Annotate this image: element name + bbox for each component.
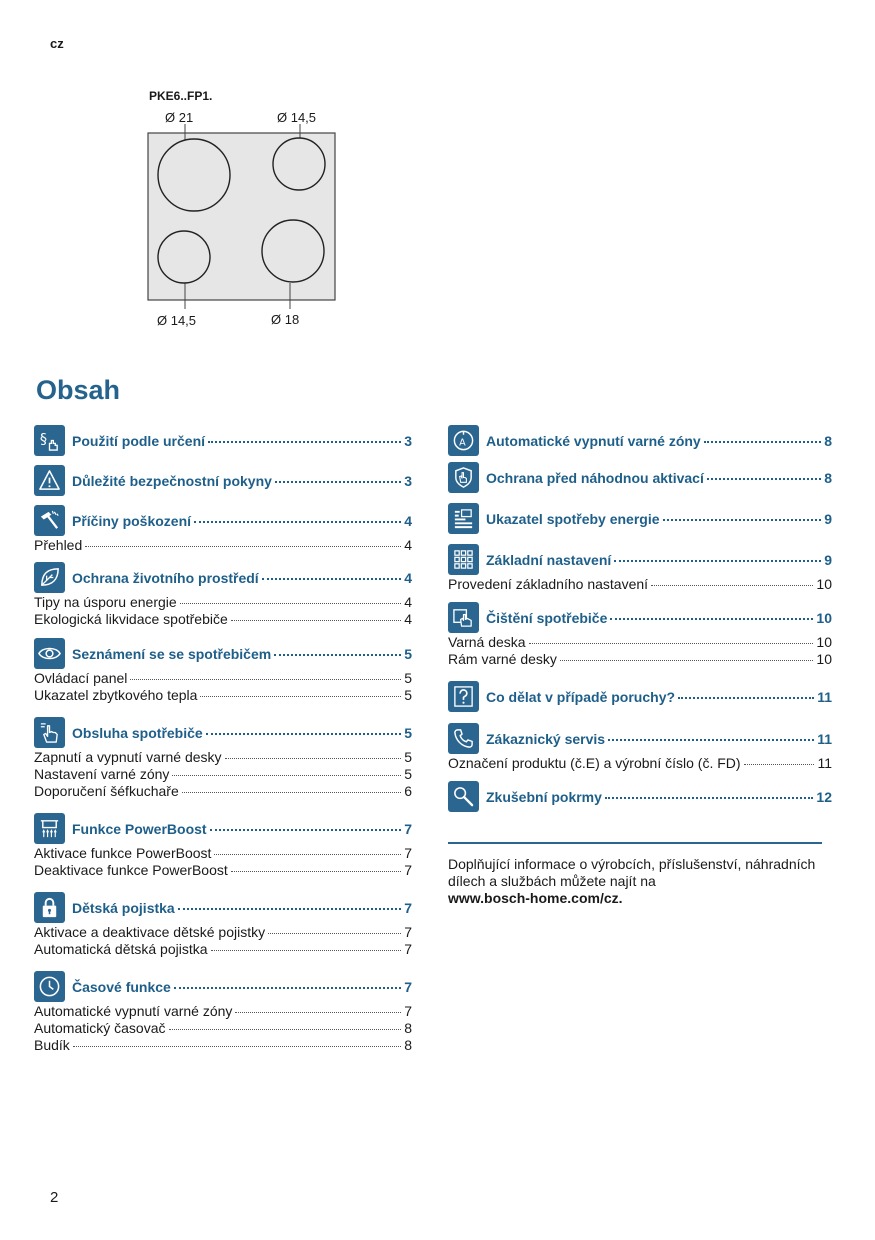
dot-leader <box>663 519 822 521</box>
dot-leader <box>262 578 402 580</box>
toc-section-title: Automatické vypnutí varné zóny <box>486 432 701 449</box>
toc-section-title-row <box>486 789 832 805</box>
toc-entry-label: Označení produktu (č.E) a výrobní číslo (č. FD) <box>448 755 741 771</box>
toc-entry[interactable] <box>34 766 412 783</box>
toc-section-heading[interactable] <box>34 812 412 845</box>
toc-section-heading[interactable] <box>448 461 832 494</box>
dot-leader <box>73 1046 401 1047</box>
child-lock-icon-graphic <box>38 896 61 919</box>
toc-section-heading[interactable] <box>448 502 832 535</box>
dot-leader <box>707 478 821 480</box>
toc-section-page: 10 <box>816 609 832 626</box>
toc-section-title-row <box>72 900 412 916</box>
toc-section-page: 9 <box>824 510 832 527</box>
toc-section-title-row <box>486 610 832 626</box>
dot-leader <box>180 603 402 604</box>
dot-leader <box>275 481 401 483</box>
dot-leader <box>605 797 814 799</box>
toc-section-title-row <box>486 433 832 449</box>
toc-section-title: Zkušební pokrmy <box>486 788 602 805</box>
toc-section-title: Co dělat v případě poruchy? <box>486 688 676 705</box>
toc-section-page: 3 <box>404 472 412 489</box>
toc-section-title: Funkce PowerBoost <box>72 820 207 837</box>
toc-section-title: Ukazatel spotřeby energie <box>486 510 660 527</box>
toc-section <box>34 504 412 554</box>
svg-text:A: A <box>459 437 466 449</box>
toc-entry-page: 5 <box>404 670 412 686</box>
toc-section-page: 5 <box>404 645 412 662</box>
toc-section <box>448 502 832 535</box>
toc-section-title: Obsluha spotřebiče <box>72 724 203 741</box>
model-label: PKE6..FP1. <box>149 89 213 103</box>
dot-leader <box>200 696 401 697</box>
info-note-text: Doplňující informace o výrobcích, příslušenství, náhradních dílech a službách můžete najít na <box>448 856 816 889</box>
toc-section-heading[interactable] <box>448 680 832 713</box>
toc-section-page: 3 <box>404 432 412 449</box>
question-icon-graphic <box>452 685 475 708</box>
toc-section-page: 9 <box>824 551 832 568</box>
toc-entry[interactable] <box>448 651 832 668</box>
toc-section-heading[interactable] <box>34 561 412 594</box>
toc-entry-label: Doporučení šéfkuchaře <box>34 783 179 799</box>
dot-leader <box>172 775 401 776</box>
toc-section <box>448 722 832 772</box>
dot-leader <box>211 950 402 951</box>
toc-section-heading[interactable] <box>34 464 412 497</box>
dot-leader <box>225 758 402 759</box>
toc-entry[interactable] <box>448 755 832 772</box>
toc-entry[interactable] <box>34 611 412 628</box>
toc-entry-label: Varná deska <box>448 634 526 650</box>
cleaning-icon <box>448 602 479 633</box>
toc-section <box>448 680 832 713</box>
leaf-icon <box>34 562 65 593</box>
toc-section-title: Dětská pojistka <box>72 899 175 916</box>
toc-left-column <box>34 424 412 1054</box>
dot-leader <box>608 739 814 741</box>
hand-touch-icon-graphic <box>38 721 61 744</box>
toc-section-title-row <box>72 725 412 741</box>
toc-entry[interactable] <box>34 862 412 879</box>
toc-section <box>448 780 832 813</box>
toc-section-title: Časové funkce <box>72 978 171 995</box>
toc-section <box>34 561 412 628</box>
toc-section-title: Příčiny poškození <box>72 512 192 529</box>
toc-section-title-row <box>486 731 832 747</box>
toc-section-title: Čištění spotřebiče <box>486 609 608 626</box>
zone-label-bottom-right: Ø 18 <box>271 312 300 327</box>
toc-section-heading[interactable] <box>34 504 412 537</box>
toc-section-title: Základní nastavení <box>486 551 612 568</box>
toc-section-heading[interactable] <box>448 722 832 755</box>
toc-section-title-row <box>72 433 412 449</box>
dot-leader <box>85 546 401 547</box>
toc-entry[interactable] <box>34 670 412 687</box>
toc-section-page: 8 <box>824 432 832 449</box>
dot-leader <box>560 660 813 661</box>
zone-label-top-left: Ø 21 <box>165 110 194 125</box>
toc-right-column <box>448 424 832 813</box>
toc-section-page: 4 <box>404 512 412 529</box>
hand-shield-icon-graphic <box>452 466 475 489</box>
toc-section-title-row <box>486 511 832 527</box>
dot-leader <box>744 764 815 765</box>
toc-entry[interactable] <box>34 1020 412 1037</box>
dot-leader <box>678 697 814 699</box>
dot-leader <box>610 618 813 620</box>
dot-leader <box>210 829 402 831</box>
toc-section-page: 4 <box>404 569 412 586</box>
toc-entry-label: Rám varné desky <box>448 651 557 667</box>
hob-diagram <box>140 86 360 336</box>
toc-entry-page: 10 <box>816 634 832 650</box>
divider <box>448 842 822 844</box>
toc-entry[interactable] <box>34 783 412 800</box>
cooking-zone-18 <box>262 220 324 282</box>
toc-entry[interactable] <box>34 1037 412 1054</box>
toc-entry[interactable] <box>34 749 412 766</box>
toc-section <box>34 637 412 704</box>
auto-off-clock-icon <box>448 425 479 456</box>
section-sign-hand-icon <box>34 425 65 456</box>
hand-touch-icon <box>34 717 65 748</box>
dot-leader <box>178 908 401 910</box>
toc-entry-page: 6 <box>404 783 412 799</box>
toc-entry-page: 7 <box>404 941 412 957</box>
toc-section-page: 5 <box>404 724 412 741</box>
toc-section <box>34 812 412 879</box>
dot-leader <box>208 441 401 443</box>
language-code: cz <box>50 36 64 51</box>
toc-entry-label: Nastavení varné zóny <box>34 766 170 782</box>
toc-entry-label: Automatická dětská pojistka <box>34 941 208 957</box>
toc-section-heading[interactable] <box>448 543 832 576</box>
phone-icon-graphic <box>452 727 475 750</box>
grid-settings-icon <box>448 544 479 575</box>
warning-triangle-icon <box>34 465 65 496</box>
toc-section-title-row <box>486 552 832 568</box>
dot-leader <box>268 933 401 934</box>
toc-entry-label: Ukazatel zbytkového tepla <box>34 687 198 703</box>
toc-entry-page: 7 <box>404 924 412 940</box>
toc-section-title-row <box>72 473 412 489</box>
toc-entry-page: 5 <box>404 766 412 782</box>
child-lock-icon <box>34 892 65 923</box>
toc-section-heading[interactable] <box>34 424 412 457</box>
toc-entry-page: 4 <box>404 594 412 610</box>
dot-leader <box>194 521 401 523</box>
toc-entry[interactable] <box>448 634 832 651</box>
auto-off-clock-icon-graphic <box>452 429 475 452</box>
clock-icon <box>34 971 65 1002</box>
dot-leader <box>235 1012 401 1013</box>
dot-leader <box>529 643 814 644</box>
toc-section-title: Použití podle určení <box>72 432 206 449</box>
toc-section-heading[interactable] <box>34 891 412 924</box>
dot-leader <box>182 792 401 793</box>
toc-entry-label: Budík <box>34 1037 70 1053</box>
toc-entry-page: 7 <box>404 845 412 861</box>
eye-icon-graphic <box>38 642 61 665</box>
toc-entry-label: Automatický časovač <box>34 1020 166 1036</box>
toc-section-page: 7 <box>404 820 412 837</box>
toc-section-title: Ochrana životního prostředí <box>72 569 259 586</box>
toc-section-heading[interactable] <box>448 601 832 634</box>
energy-meter-icon-graphic <box>452 507 475 530</box>
hand-shield-icon <box>448 462 479 493</box>
info-note <box>448 856 828 907</box>
cooking-zone-21 <box>158 139 230 211</box>
toc-section-heading[interactable] <box>34 970 412 1003</box>
warning-triangle-icon-graphic <box>38 469 61 492</box>
dot-leader <box>169 1029 402 1030</box>
section-sign-hand-icon-graphic <box>38 429 61 452</box>
toc-section-title-row <box>72 979 412 995</box>
spoon-test-icon-graphic <box>452 785 475 808</box>
dot-leader <box>651 585 813 586</box>
toc-entry-page: 8 <box>404 1037 412 1053</box>
cooking-zone-14-5-bottom <box>158 231 210 283</box>
toc-entry[interactable] <box>34 845 412 862</box>
toc-section <box>34 424 412 457</box>
toc-section <box>448 461 832 494</box>
toc-entry-label: Tipy na úsporu energie <box>34 594 177 610</box>
cooking-zone-14-5-top <box>273 138 325 190</box>
leaf-icon-graphic <box>38 566 61 589</box>
toc-entry-label: Aktivace a deaktivace dětské pojistky <box>34 924 266 940</box>
toc-section-title-row <box>486 689 832 705</box>
toc-entry-label: Přehled <box>34 537 83 553</box>
toc-section-title-row <box>72 821 412 837</box>
toc-entry-page: 5 <box>404 749 412 765</box>
toc-section-title: Důležité bezpečnostní pokyny <box>72 472 272 489</box>
toc-section-page: 8 <box>824 469 832 486</box>
question-icon <box>448 681 479 712</box>
dot-leader <box>231 620 401 621</box>
svg-text:§: § <box>39 431 48 448</box>
toc-section-page: 7 <box>404 978 412 995</box>
toc-section-title: Zákaznický servis <box>486 730 606 747</box>
page-title: Obsah <box>36 375 121 405</box>
toc-section-page: 12 <box>816 788 832 805</box>
toc-section <box>34 891 412 958</box>
toc-entry-label: Deaktivace funkce PowerBoost <box>34 862 228 878</box>
toc-entry-page: 8 <box>404 1020 412 1036</box>
website-link[interactable]: www.bosch-home.com/cz. <box>448 890 623 906</box>
phone-icon <box>448 723 479 754</box>
toc-section-heading[interactable] <box>448 780 832 813</box>
toc-section-title-row <box>72 513 412 529</box>
toc-section-heading[interactable] <box>34 716 412 749</box>
toc-entry-label: Zapnutí a vypnutí varné desky <box>34 749 222 765</box>
zone-label-bottom-left: Ø 14,5 <box>157 313 197 328</box>
dot-leader <box>614 560 821 562</box>
toc-section <box>34 716 412 800</box>
toc-section-heading[interactable] <box>34 637 412 670</box>
zone-label-top-right: Ø 14,5 <box>277 110 317 125</box>
toc-entry[interactable] <box>34 687 412 704</box>
toc-entry[interactable] <box>34 924 412 941</box>
grid-settings-icon-graphic <box>452 548 475 571</box>
toc-entry-label: Ekologická likvidace spotřebiče <box>34 611 228 627</box>
toc-entry-label: Automatické vypnutí varné zóny <box>34 1003 233 1019</box>
spoon-test-icon <box>448 781 479 812</box>
dot-leader <box>214 854 401 855</box>
toc-entry-page: 10 <box>816 651 832 667</box>
toc-section <box>34 970 412 1054</box>
toc-entry[interactable] <box>448 576 832 593</box>
toc-section <box>448 601 832 668</box>
toc-section-title-row <box>72 646 412 662</box>
toc-section-page: 7 <box>404 899 412 916</box>
toc-entry[interactable] <box>34 537 412 554</box>
toc-entry-page: 7 <box>404 862 412 878</box>
dot-leader <box>274 654 401 656</box>
dot-leader <box>206 733 402 735</box>
hammer-damage-icon-graphic <box>38 509 61 532</box>
toc-entry-label: Provedení základního nastavení <box>448 576 649 592</box>
toc-entry-page: 11 <box>817 755 832 771</box>
toc-section <box>448 543 832 593</box>
dot-leader <box>130 679 401 680</box>
powerboost-pot-icon <box>34 813 65 844</box>
toc-section-title-row <box>72 570 412 586</box>
toc-entry[interactable] <box>34 941 412 958</box>
toc-entry[interactable] <box>34 594 412 611</box>
hammer-damage-icon <box>34 505 65 536</box>
toc-entry-label: Aktivace funkce PowerBoost <box>34 845 212 861</box>
dot-leader <box>704 441 821 443</box>
toc-section-title: Ochrana před náhodnou aktivací <box>486 469 704 486</box>
toc-section <box>34 464 412 497</box>
dot-leader <box>231 871 401 872</box>
toc-entry-page: 5 <box>404 687 412 703</box>
toc-entry-page: 7 <box>404 1003 412 1019</box>
toc-section-title-row <box>486 470 832 486</box>
toc-section-title: Seznámení se se spotřebičem <box>72 645 272 662</box>
toc-section-page: 11 <box>817 688 832 705</box>
toc-entry[interactable] <box>34 1003 412 1020</box>
energy-meter-icon <box>448 503 479 534</box>
toc-section-heading[interactable] <box>448 424 832 457</box>
toc-entry-page: 4 <box>404 537 412 553</box>
toc-entry-label: Ovládací panel <box>34 670 128 686</box>
eye-icon <box>34 638 65 669</box>
powerboost-pot-icon-graphic <box>38 817 61 840</box>
cleaning-icon-graphic <box>452 606 475 629</box>
toc-entry-page: 4 <box>404 611 412 627</box>
toc-section <box>448 424 832 457</box>
toc-entry-page: 10 <box>816 576 832 592</box>
toc-section-page: 11 <box>817 730 832 747</box>
clock-icon-graphic <box>38 975 61 998</box>
dot-leader <box>174 987 401 989</box>
page-number: 2 <box>50 1189 59 1206</box>
